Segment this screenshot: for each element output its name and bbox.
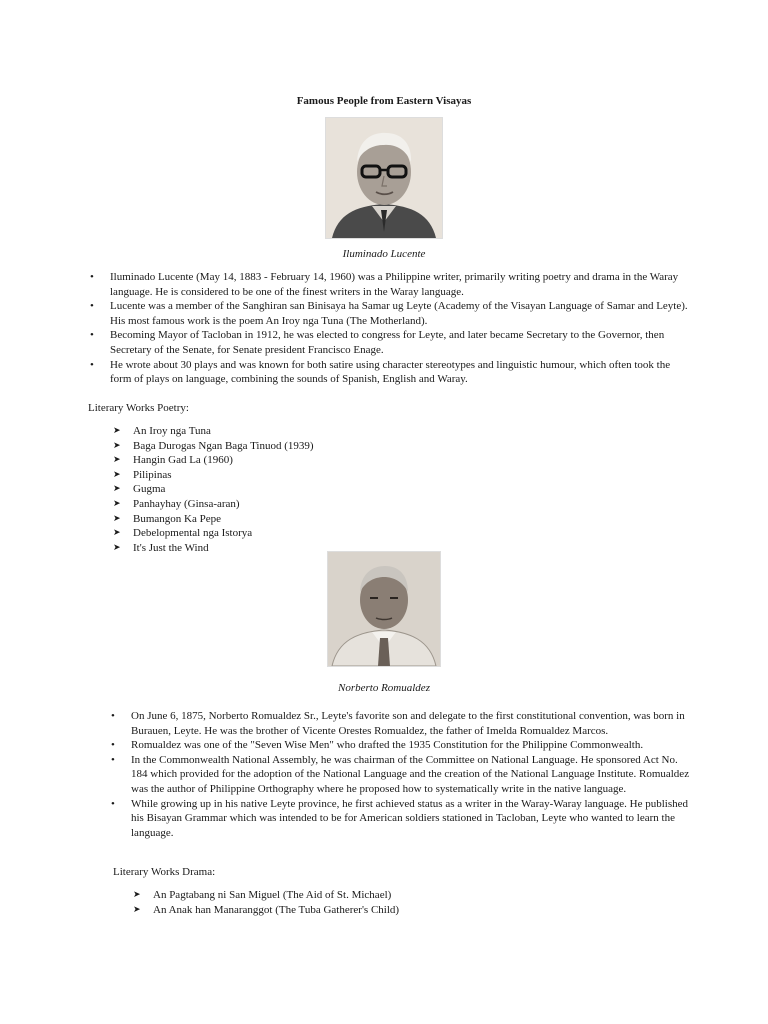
list-item: • Romualdez was one of the "Seven Wise Men" who drafted the 1935 Constitution for the Philippine Commonwealth. bbox=[109, 738, 693, 753]
list-item: ➤ It's Just the Wind bbox=[113, 541, 513, 556]
list-item: ➤ Hangin Gad La (1960) bbox=[113, 453, 513, 468]
drama-works-label: Literary Works Drama: bbox=[113, 866, 216, 878]
lucente-bullet-list bbox=[88, 270, 690, 387]
list-item: ➤ Bumangon Ka Pepe bbox=[113, 512, 513, 527]
list-item: • On June 6, 1875, Norberto Romualdez Sr., Leyte's favorite son and delegate to the first constitutional convention, was born in Burauen, Leyte. He was the brother of Vicente Orestes Romualdez, the father of Imelda Romualdez Marcos. bbox=[109, 709, 693, 738]
list-item: ➤ Panhayhay (Ginsa-aran) bbox=[113, 497, 513, 512]
list-item: ➤ Gugma bbox=[113, 482, 513, 497]
document-title: Famous People from Eastern Visayas bbox=[296, 95, 472, 107]
portrait-caption-lucente: Iluminado Lucente bbox=[342, 248, 426, 260]
list-item: ➤ Pilipinas bbox=[113, 468, 513, 483]
portrait-photo-romualdez bbox=[328, 552, 440, 666]
list-item: • Becoming Mayor of Tacloban in 1912, he was elected to congress for Leyte, and later became Secretary to the Governor, then Secretary of the Senate, for Senate president Francisco Enage. bbox=[88, 328, 690, 357]
poetry-works-label: Literary Works Poetry: bbox=[88, 402, 189, 414]
portrait-photo-lucente bbox=[326, 118, 442, 238]
list-item: ➤ An Iroy nga Tuna bbox=[113, 424, 513, 439]
romualdez-bullet-list bbox=[109, 709, 693, 840]
list-item: • While growing up in his native Leyte province, he first achieved status as a writer in the Waray-Waray language. He published his Bisayan Grammar which was intended to be for American soldiers stationed in Tacloban, Leyte who wanted to learn the language. bbox=[109, 797, 693, 841]
list-item: • Lucente was a member of the Sanghiran san Binisaya ha Samar ug Leyte (Academy of the Visayan Language of Samar and Leyte). His most famous work is the poem An Iroy nga Tuna (The Motherland). bbox=[88, 299, 690, 328]
list-item: • He wrote about 30 plays and was known for both satire using character stereotypes and linguistic humour, which often took the form of plays on language, combining the sounds of Spanish, English and Waray. bbox=[88, 358, 690, 387]
drama-works-list bbox=[133, 888, 533, 917]
list-item: • In the Commonwealth National Assembly, he was chairman of the Committee on National Language. He sponsored Act No. 184 which provided for the adoption of the National Language and the creation of the National Language Institute. Romualdez was the author of Philippine Orthography where he proposed how to systematically write in the native language. bbox=[109, 753, 693, 797]
poetry-works-list bbox=[113, 424, 513, 555]
list-item: ➤ An Anak han Manaranggot (The Tuba Gatherer's Child) bbox=[133, 903, 533, 918]
list-item: ➤ Debelopmental nga Istorya bbox=[113, 526, 513, 541]
portrait-caption-romualdez: Norberto Romualdez bbox=[338, 682, 430, 694]
list-item: ➤ An Pagtabang ni San Miguel (The Aid of St. Michael) bbox=[133, 888, 533, 903]
list-item: • Iluminado Lucente (May 14, 1883 - February 14, 1960) was a Philippine writer, primarily writing poetry and drama in the Waray language. He is considered to be one of the finest writers in the Waray language. bbox=[88, 270, 690, 299]
list-item: ➤ Baga Durogas Ngan Baga Tinuod (1939) bbox=[113, 439, 513, 454]
